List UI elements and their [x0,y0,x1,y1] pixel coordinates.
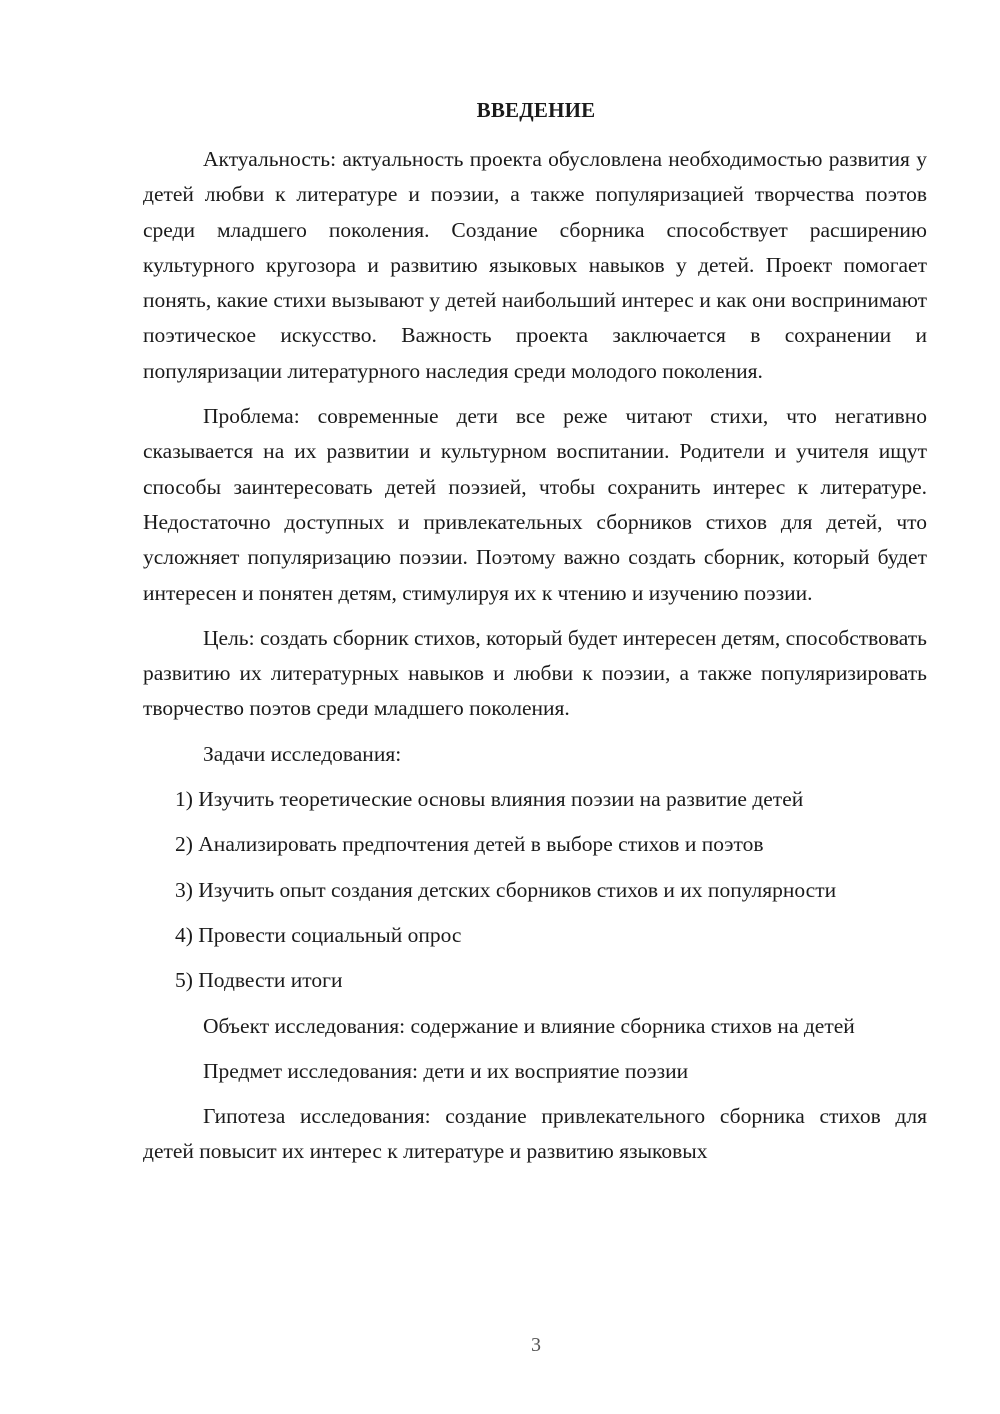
task-item-1: 1) Изучить теоретические основы влияния поэзии на развитие детей [175,787,804,812]
hypothesis-paragraph: Гипотеза исследования: создание привлекательного сборника стихов для детей повысит их интерес к литературе и развитию языковых [143,1104,927,1164]
document-body [143,142,927,1180]
task-item-2: 2) Анализировать предпочтения детей в выборе стихов и поэтов [175,832,764,857]
relevance-paragraph: Актуальность: актуальность проекта обусловлена необходимостью развития у детей любви к литературе и поэзии, а также популяризацией творчества поэтов среди младшего поколения. Создание сборника способствует расширению культурного кругозора и развитию языковых навыков у детей. Проект помогает понять, какие стихи вызывают у детей наибольший интерес и как они воспринимают поэтическое искусство. Важность проекта заключается в сохранении и популяризации литературного наследия среди молодого поколения. [143,147,927,383]
goal-paragraph: Цель: создать сборник стихов, который будет интересен детям, способствовать развитию их литературных навыков и любви к поэзии, а также популяризировать творчество поэтов среди младшего поколения. [143,625,927,721]
tasks-heading: Задачи исследования: [203,741,402,766]
problem-paragraph: Проблема: современные дети все реже читают стихи, что негативно сказывается на их развитии и культурном воспитании. Родители и учителя ищут способы заинтересовать детей поэзией, чтобы сохранить интерес к литературе. Недостаточно доступных и привлекательных сборников стихов для детей, что усложняет популяризацию поэзии. Поэтому важно создать сборник, который будет интересен и понятен детям, стимулируя их к чтению и изучению поэзии. [143,404,927,605]
task-item-5: 5) Подвести итоги [175,968,343,993]
subject-paragraph: Предмет исследования: дети и их восприятие поэзии [203,1058,689,1083]
object-paragraph: Объект исследования: содержание и влияние сборника стихов на детей [203,1013,855,1038]
page-title: ВВЕДЕНИЕ [476,98,596,122]
task-item-4: 4) Провести социальный опрос [175,922,462,947]
page-number: 3 [531,1334,541,1356]
task-item-3: 3) Изучить опыт создания детских сборников стихов и их популярности [175,877,837,902]
